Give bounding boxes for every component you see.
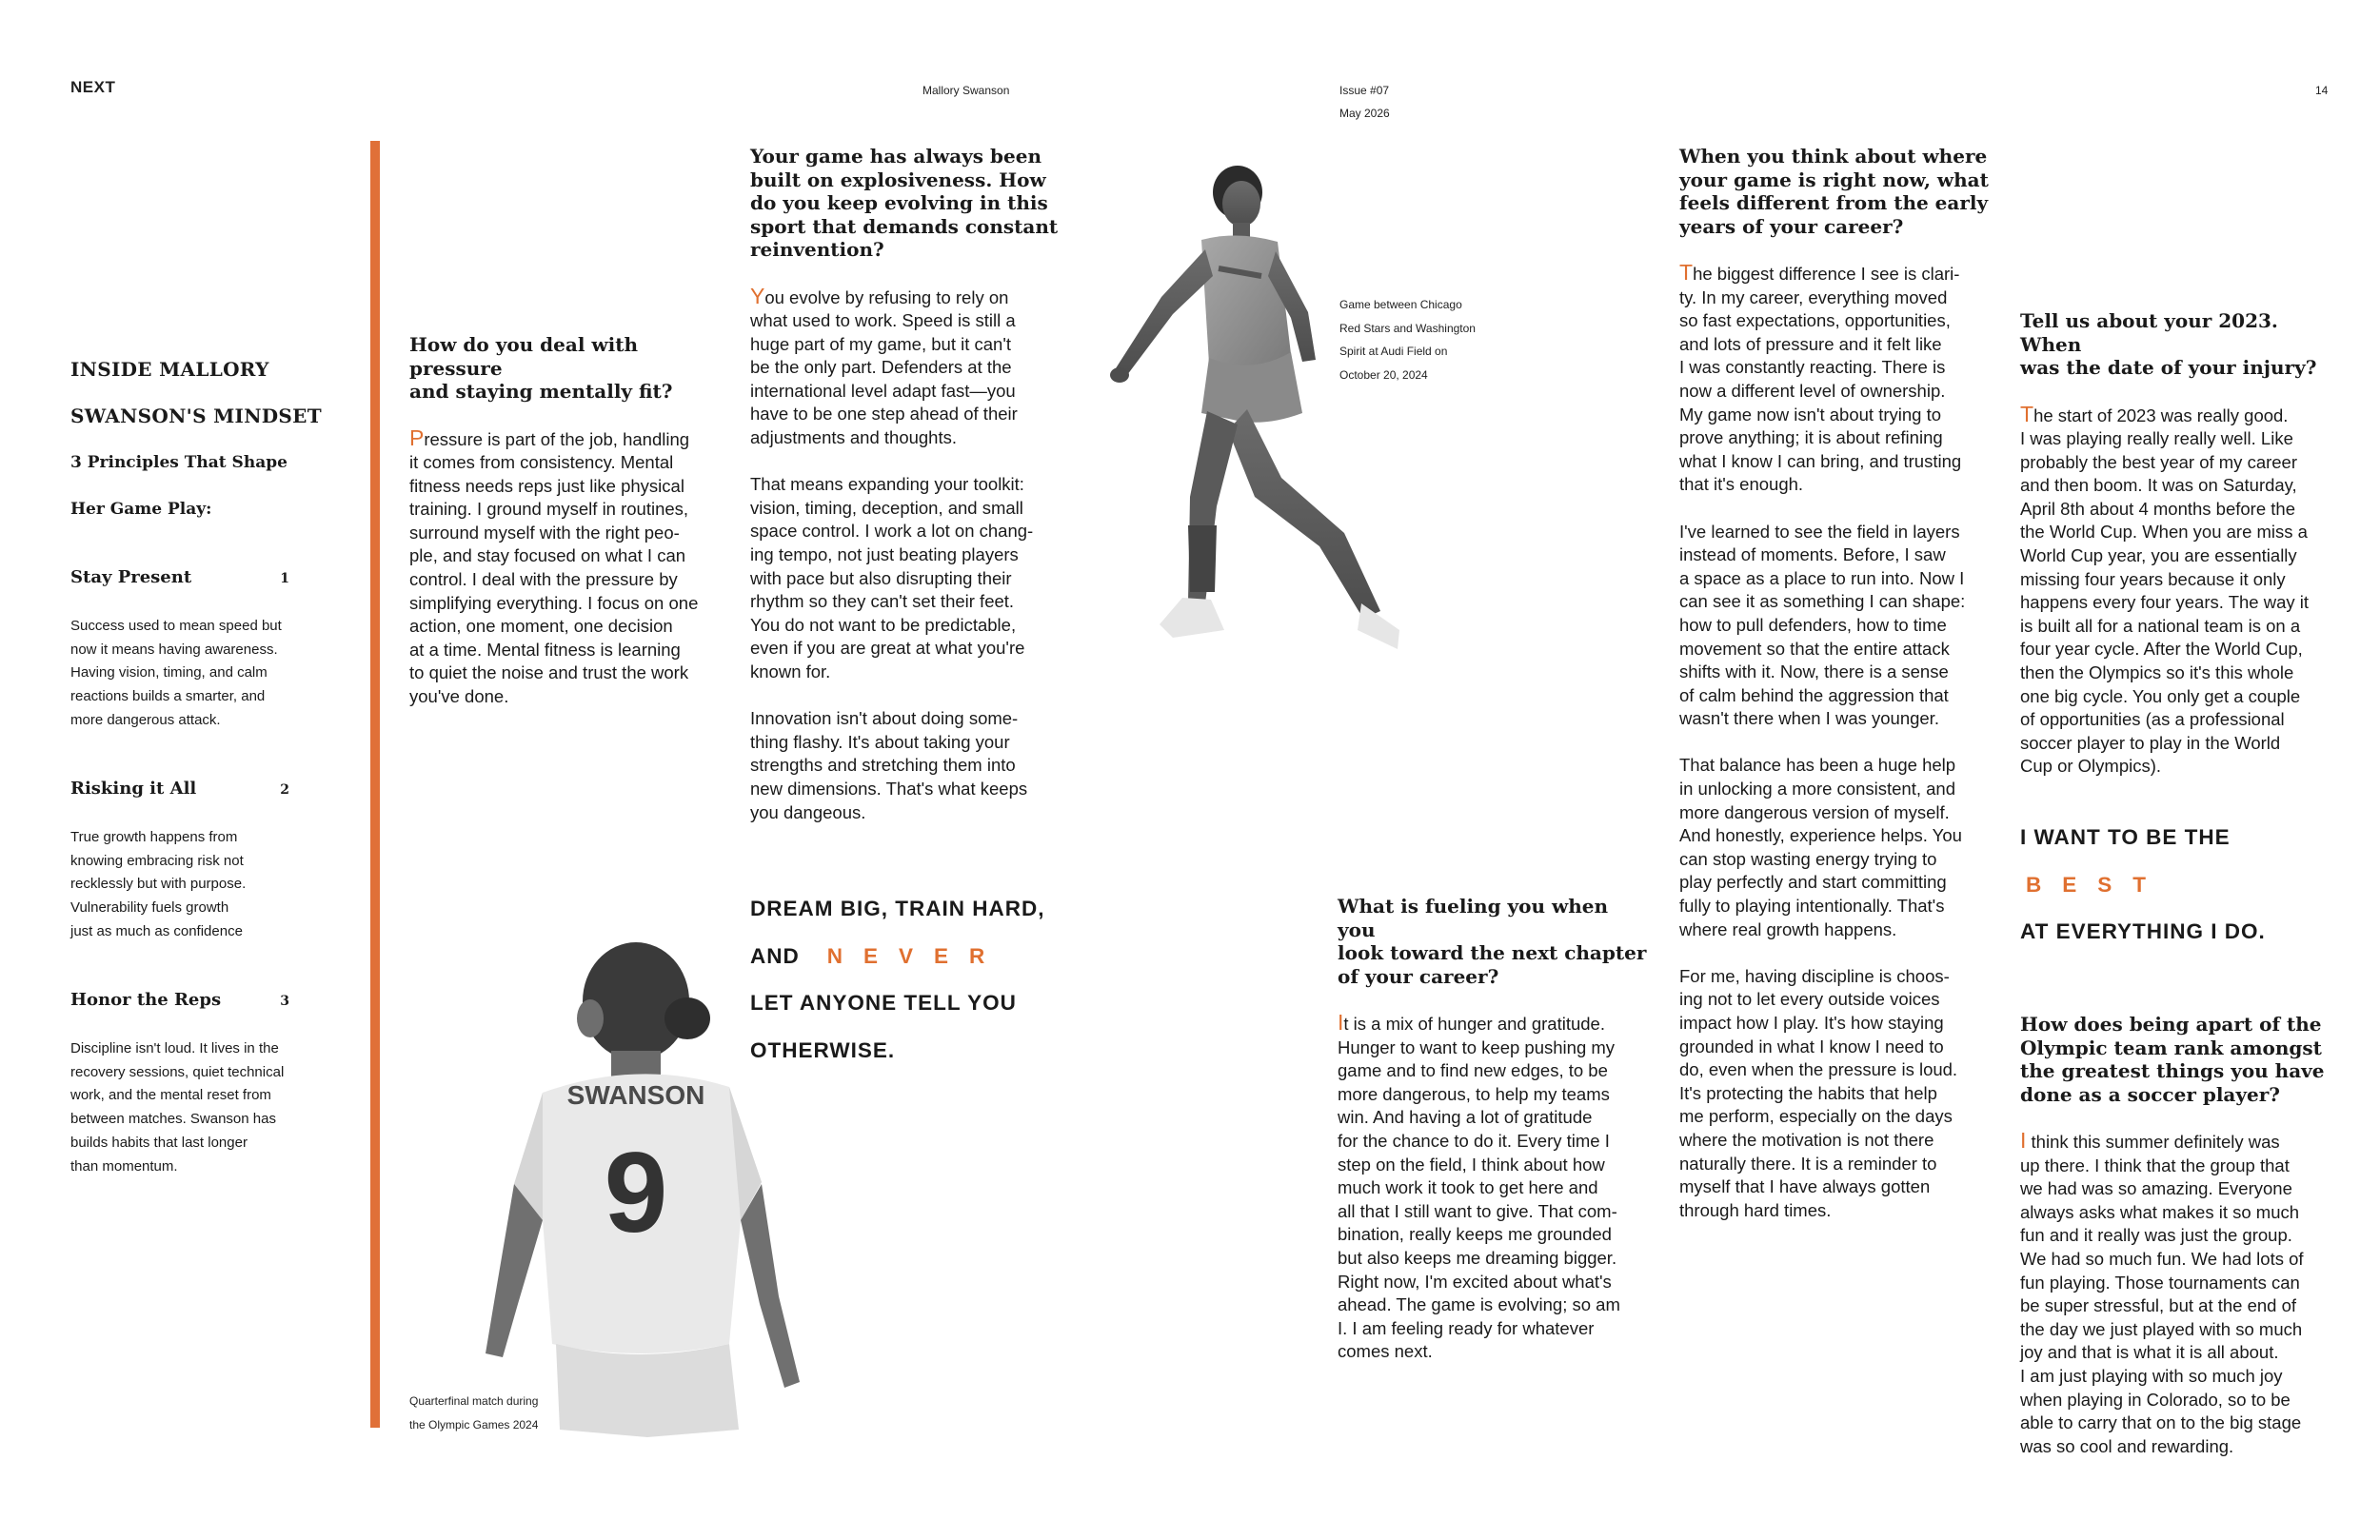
answer-line: bination, really keeps me grounded: [1338, 1224, 1612, 1245]
principle-2: [70, 779, 289, 944]
answer: [1679, 261, 1998, 1222]
answer-line: was so cool and rewarding.: [2020, 1435, 2234, 1456]
pull-quote-best: [2020, 814, 2266, 956]
answer-line: missing four years because it only: [2020, 568, 2286, 589]
answer-line: he start of 2023 was really good.: [2033, 405, 2289, 425]
answer-line: simplifying everything. I focus on one: [409, 592, 699, 613]
answer-line: the World Cup. When you are miss a: [2020, 522, 2308, 543]
answer-line: one big cycle. You only get a couple: [2020, 685, 2301, 706]
question: [2020, 309, 2339, 380]
principle-line: just as much as confidence: [70, 922, 243, 939]
principle-line: now it means having awareness.: [70, 641, 278, 658]
question-line: How does being apart of the: [2020, 1013, 2322, 1036]
answer-line: joy and that is what it is all about.: [2020, 1342, 2279, 1363]
answer-line: ple, and stay focused on what I can: [409, 545, 686, 566]
principle-line: Having vision, timing, and calm: [70, 664, 268, 681]
question-line: Olympic team rank amongst: [2020, 1036, 2322, 1059]
answer-line: we had was so amazing. Everyone: [2020, 1178, 2292, 1199]
answer: [2020, 403, 2339, 780]
answer-line: it comes from consistency. Mental: [409, 452, 674, 473]
answer-line: much work it took to get here and: [1338, 1177, 1598, 1198]
answer-line: comes next.: [1338, 1341, 1433, 1362]
principle-number: 3: [280, 994, 289, 1009]
principle-number: 1: [280, 571, 289, 586]
principle-line: work, and the mental reset from: [70, 1087, 271, 1104]
answer-line: We had so much fun. We had lots of: [2020, 1248, 2304, 1269]
pull-quote-line: I WANT TO BE THE: [2020, 825, 2231, 849]
principle-line: recovery sessions, quiet technical: [70, 1063, 285, 1080]
question-line: built on explosiveness. How: [750, 168, 1046, 191]
answer-line: able to carry that on to the big stage: [2020, 1412, 2302, 1433]
issue-date: May 2026: [1339, 107, 1390, 120]
answer-line: soccer player to play in the World: [2020, 732, 2281, 753]
principle-line: more dangerous attack.: [70, 711, 221, 728]
answer-paragraph: That means expanding your toolkit: vision, timing, deception, and small space control. I work a lot on chang- ing tempo, not just beating players with pace but also disrupting their rhythm so they can't set their feet. You do not want to be predictable, even if you are great at what you're known for.: [750, 474, 1034, 681]
principle-body: [70, 826, 299, 944]
caption-line: Quarterfinal match during: [409, 1394, 539, 1408]
answer-line: win. And having a lot of gratitude: [1338, 1107, 1593, 1128]
answer-line: April 8th about 4 months before the: [2020, 498, 2295, 519]
accent-bar: [370, 141, 380, 1428]
answer-line: World Cup year, you are essentially: [2020, 545, 2297, 566]
question-line: done as a soccer player?: [2020, 1082, 2280, 1106]
answer-line: be super stressful, but at the end of: [2020, 1295, 2297, 1316]
principle-line: between matches. Swanson has: [70, 1111, 276, 1128]
question-line: do you keep evolving in this: [750, 191, 1048, 214]
caption-line: October 20, 2024: [1339, 367, 1428, 382]
drop-cap: I: [2020, 1128, 2027, 1153]
answer-line: Cup or Olympics).: [2020, 756, 2162, 777]
drop-cap: I: [1338, 1010, 1344, 1035]
next-link[interactable]: NEXT: [70, 78, 116, 96]
answer-line: and then boom. It was on Saturday,: [2020, 475, 2297, 496]
pull-quote-line: DREAM BIG, TRAIN HARD,: [750, 897, 1045, 920]
question: [409, 333, 724, 404]
sidebar-title-line: INSIDE MALLORY: [70, 358, 269, 381]
answer-line: I. I am feeling ready for whatever: [1338, 1317, 1595, 1338]
answer-line: fun and it really was just the group.: [2020, 1225, 2292, 1246]
answer: [409, 426, 724, 709]
principle-title: Honor the Reps: [70, 990, 222, 1010]
pull-quote-word: AND: [750, 943, 800, 968]
principle-line: Vulnerability fuels growth: [70, 899, 229, 917]
answer-line: fun playing. Those tournaments can: [2020, 1272, 2300, 1293]
answer-line: ahead. The game is evolving; so am: [1338, 1294, 1620, 1315]
qa-olympic: [2020, 1013, 2344, 1458]
page-number: 14: [2315, 84, 2329, 97]
principle-line: reactions builds a smarter, and: [70, 688, 266, 705]
answer-line: when playing in Colorado, so to be: [2020, 1389, 2291, 1410]
question: [2020, 1013, 2344, 1106]
answer-paragraph: That balance has been a huge help in unlocking a more consistent, and more dangerous version of myself. And honestly, experience helps. You can stop wasting energy trying to play perfectly and start committing fully to playing intentionally. That's where real growth happens.: [1679, 755, 1962, 939]
principle-line: recklessly but with purpose.: [70, 876, 247, 893]
pull-quote-line: OTHERWISE.: [750, 1037, 896, 1062]
pull-quote-line: AT EVERYTHING I DO.: [2020, 919, 2266, 943]
caption-line: the Olympic Games 2024: [409, 1417, 539, 1431]
answer: [750, 285, 1064, 825]
answer-paragraph: The biggest difference I see is clari- ty. In my career, everything moved so fast expectations, opportunities, and lots of pressure and it felt like I was constantly reacting. There is now a different level of ownership. My game now isn't about trying to prove anything; it is about refining what I know I can bring, and trusting that it's enough.: [1679, 260, 1962, 495]
question-line: the greatest things you have: [2020, 1059, 2325, 1082]
pull-quote-emphasis: NEVER: [826, 943, 1006, 968]
principle-line: Discipline isn't loud. It lives in the: [70, 1040, 279, 1056]
question-line: Tell us about your 2023. When: [2020, 309, 2278, 356]
answer-line: surround myself with the right peo-: [409, 522, 680, 543]
principle-line: builds habits that last longer: [70, 1134, 248, 1151]
question-line: and staying mentally fit?: [409, 380, 673, 403]
question-line: sport that demands constant: [750, 214, 1059, 238]
caption-line: Red Stars and Washington: [1339, 321, 1476, 335]
qa-game-now: [1679, 145, 1998, 1246]
qa-explosiveness: [750, 145, 1064, 848]
player-back-illustration: [476, 935, 819, 1449]
principle-line: knowing embracing risk not: [70, 852, 244, 869]
qa-pressure: [409, 333, 724, 709]
answer-line: t is a mix of hunger and gratitude.: [1343, 1014, 1605, 1034]
principle-line: than momentum.: [70, 1157, 178, 1175]
question-line: When you think about where: [1679, 145, 1988, 168]
jersey-number: 9: [604, 1129, 668, 1256]
answer-line: four year cycle. After the World Cup,: [2020, 639, 2303, 660]
drop-cap: Y: [750, 283, 765, 308]
answer-line: think this summer definitely was: [2026, 1132, 2280, 1152]
question-line: What is fueling you when you: [1338, 895, 1609, 941]
question-line: look toward the next chapter: [1338, 941, 1647, 964]
answer-line: always asks what makes it so much: [2020, 1201, 2300, 1222]
question-line: Your game has always been: [750, 145, 1041, 168]
answer-line: up there. I think that the group that: [2020, 1155, 2290, 1175]
qa-fueling: [1338, 895, 1652, 1364]
answer-line: then the Olympics so it's this whole: [2020, 662, 2294, 683]
caption-line: Spirit at Audi Field on: [1339, 345, 1448, 359]
answer-line: control. I deal with the pressure by: [409, 569, 678, 590]
question-line: was the date of your injury?: [2020, 356, 2317, 379]
answer-line: training. I ground myself in routines,: [409, 499, 689, 520]
photo-caption-running: [1339, 293, 1476, 386]
question-line: reinvention?: [750, 238, 884, 261]
principle-line: True growth happens from: [70, 829, 238, 845]
answer: [1338, 1011, 1652, 1364]
principle-number: 2: [280, 782, 289, 798]
drop-cap: P: [409, 424, 425, 450]
principle-3: [70, 990, 289, 1178]
answer-line: Hunger to want to keep pushing my: [1338, 1037, 1616, 1057]
answer-line: action, one moment, one decision: [409, 616, 673, 637]
answer-line: probably the best year of my career: [2020, 451, 2298, 472]
principle-line: Success used to mean speed but: [70, 618, 282, 634]
answer-line: all that I still want to give. That com-: [1338, 1200, 1617, 1221]
answer-paragraph: Innovation isn't about doing some- thing flashy. It's about taking your strengths and stretching them into new dimensions. That's what keeps you dangeous.: [750, 708, 1028, 822]
author-name: Mallory Swanson: [922, 84, 1010, 97]
answer-line: step on the field, I think about how: [1338, 1154, 1605, 1175]
sidebar-title-line: SWANSON'S MINDSET: [70, 405, 322, 427]
answer-line: more dangerous, to help my teams: [1338, 1083, 1610, 1104]
answer: [2020, 1129, 2344, 1458]
answer-line: of opportunities (as a professional: [2020, 709, 2285, 730]
jersey-name: SWANSON: [566, 1080, 705, 1110]
sidebar-subtitle-line: 3 Principles That Shape: [70, 453, 288, 472]
answer-line: happens every four years. The way it: [2020, 592, 2310, 613]
answer-line: I was playing really really well. Like: [2020, 428, 2293, 449]
drop-cap: T: [2020, 401, 2034, 426]
question-line: years of your career?: [1679, 214, 1904, 238]
question-line: of your career?: [1338, 964, 1499, 988]
question-line: your game is right now, what: [1679, 168, 1989, 191]
answer-paragraph: I've learned to see the field in layers instead of moments. Before, I saw a space as a place to run into. Now I can see it as something I can shape: how to pull defenders, how to time movement so that the entire attack shifts with it. Now, there is a sense of calm behind the aggression that wasn't there when I was younger.: [1679, 521, 1966, 729]
principle-body: [70, 1037, 299, 1178]
player-running-illustration: [1095, 164, 1485, 697]
qa-2023: [2020, 309, 2339, 779]
photo-caption-back: [409, 1390, 538, 1436]
player-running-photo: [1095, 164, 1485, 697]
answer-line: at a time. Mental fitness is learning: [409, 639, 681, 660]
pull-quote-line: LET ANYONE TELL YOU: [750, 991, 1017, 1015]
principle-title: Stay Present: [70, 567, 192, 587]
player-back-photo: [476, 935, 819, 1449]
answer-paragraph: You evolve by refusing to rely on what used to work. Speed is still a huge part of my game, but it can't be the only part. Defenders at the international level adapt fast—you have to be one step ahead of their adjustments and thoughts.: [750, 283, 1018, 448]
answer-line: game and to find new edges, to be: [1338, 1060, 1608, 1081]
question-line: feels different from the early: [1679, 191, 1989, 214]
question: [1338, 895, 1652, 988]
sidebar: [70, 346, 322, 533]
principle-1: [70, 567, 289, 733]
answer-line: you've done.: [409, 686, 509, 707]
answer-line: fitness needs reps just like physical: [409, 475, 684, 496]
issue-number: Issue #07: [1339, 84, 1390, 97]
answer-line: the day we just played with so much: [2020, 1318, 2303, 1339]
question: [750, 145, 1064, 262]
answer-line: for the chance to do it. Every time I: [1338, 1130, 1610, 1151]
answer-line: to quiet the noise and trust the work: [409, 662, 689, 683]
answer-paragraph: For me, having discipline is choos- ing not to let every outside voices impact how I play. It's how staying grounded in what I know I need to do, even when the pressure is loud. It's protecting the habits that help me perform, especially on the days where the motivation is not there naturally there. It is a reminder to myself that I have always gotten through hard times.: [1679, 965, 1958, 1220]
question-line: How do you deal with pressure: [409, 333, 638, 380]
drop-cap: T: [1679, 260, 1694, 285]
answer-line: I am just playing with so much joy: [2020, 1365, 2283, 1386]
principle-body: [70, 615, 299, 733]
answer-line: Right now, I'm excited about what's: [1338, 1271, 1612, 1292]
answer-line: is built all for a national team is on a: [2020, 615, 2301, 636]
principle-title: Risking it All: [70, 779, 197, 799]
answer-line: but also keeps me dreaming bigger.: [1338, 1247, 1617, 1268]
sidebar-subtitle-line: Her Game Play:: [70, 500, 212, 519]
answer-line: ressure is part of the job, handling: [424, 428, 690, 449]
caption-line: Game between Chicago: [1339, 298, 1462, 311]
question: [1679, 145, 1998, 238]
pull-quote-emphasis: BEST: [2026, 872, 2168, 897]
